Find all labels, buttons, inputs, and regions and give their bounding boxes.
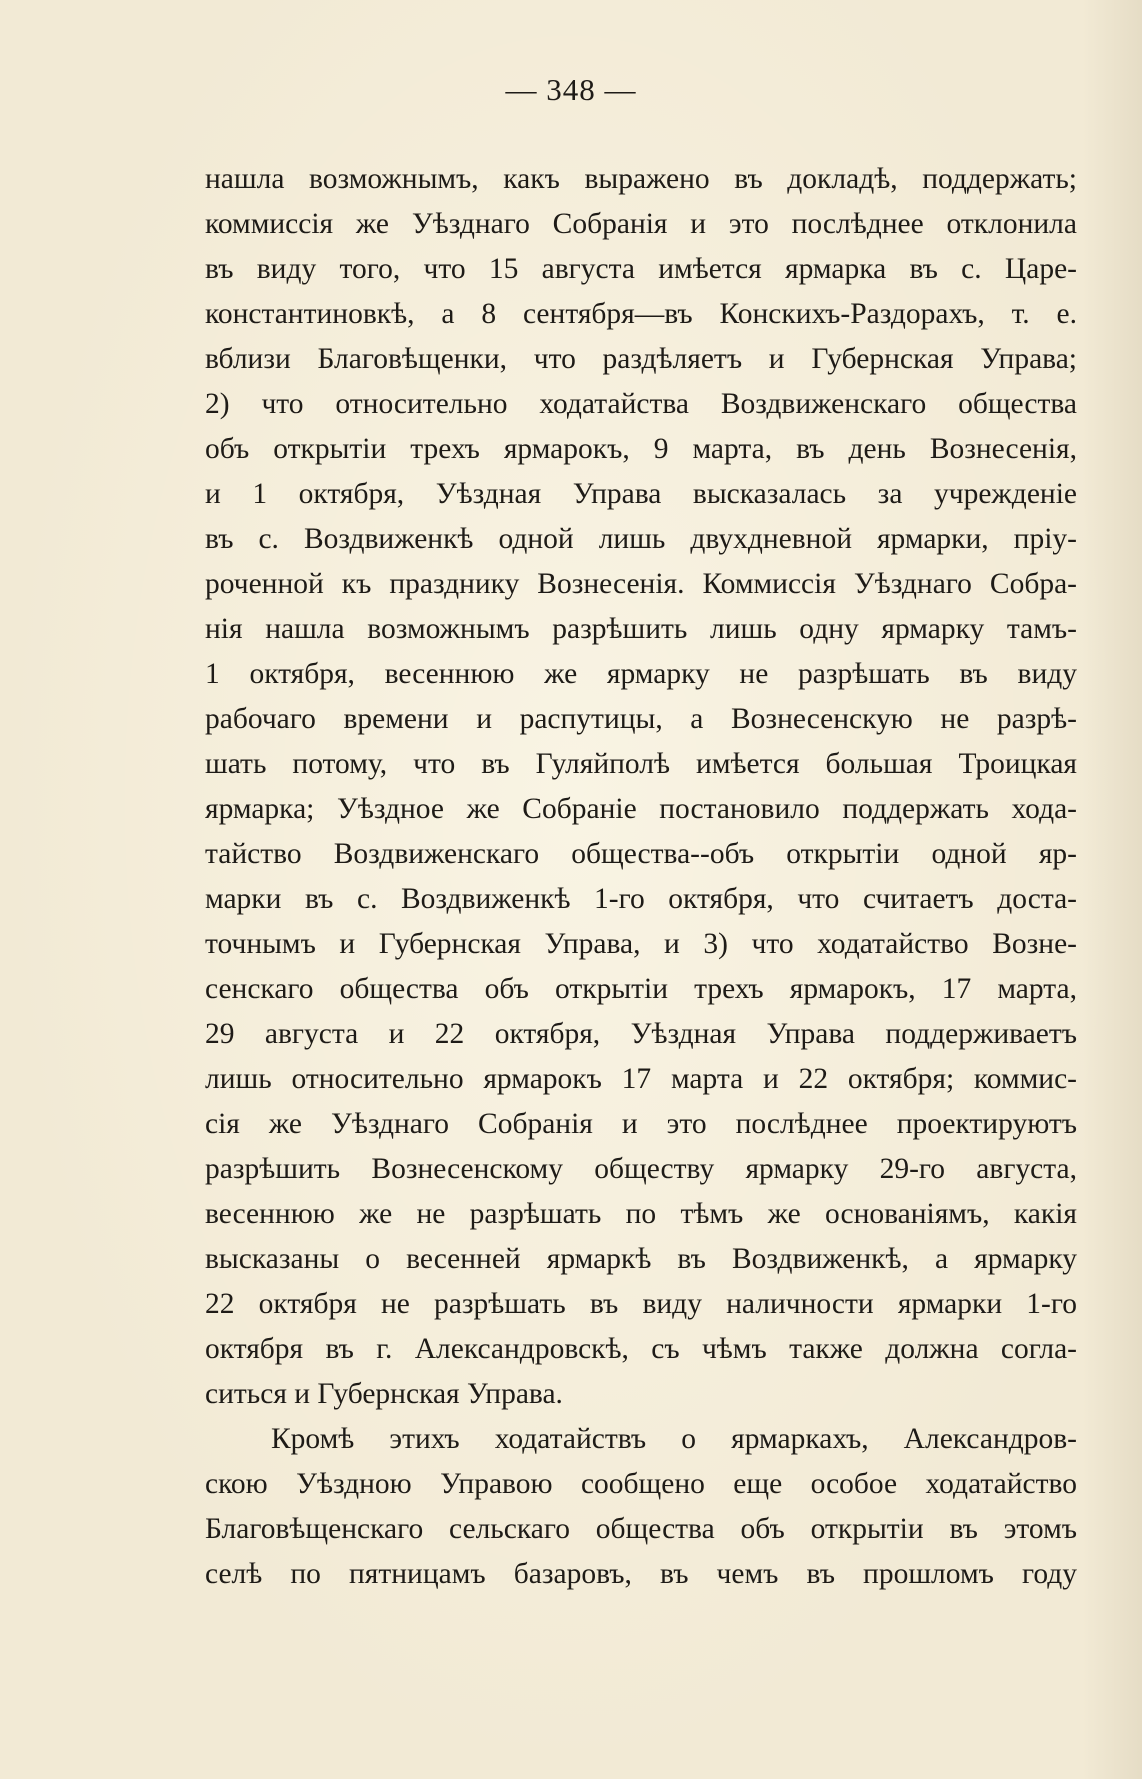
text-line: нія нашла возможнымъ разрѣшить лишь одну ярмарку тамъ- <box>205 613 1077 645</box>
text-line: Благовѣщенскаго сельскаго общества объ открытіи въ этомъ <box>205 1513 1077 1545</box>
text-line: нашла возможнымъ, какъ выражено въ докладѣ, поддержать; <box>205 163 1077 195</box>
body-text <box>205 157 1077 1597</box>
text-line: вблизи Благовѣщенки, что раздѣляетъ и Губернская Управа; <box>205 343 1077 375</box>
text-line: 1 октября, весеннюю же ярмарку не разрѣшать въ виду <box>205 658 1077 690</box>
page-number: — 348 — <box>505 72 637 107</box>
paragraph-first-line: Кромѣ этихъ ходатайствъ о ярмаркахъ, Александров- <box>271 1423 1077 1455</box>
text-line: объ открытіи трехъ ярмарокъ, 9 марта, въ день Вознесенія, <box>205 433 1077 465</box>
text-line: ярмарка; Уѣздное же Собраніе постановило поддержать хода- <box>205 793 1077 825</box>
text-line: тайство Воздвиженскаго общества--объ открытіи одной яр- <box>205 838 1077 870</box>
text-line: 2) что относительно ходатайства Воздвиженскаго общества <box>205 388 1077 420</box>
text-line: въ виду того, что 15 августа имѣется ярмарка въ с. Царе- <box>205 253 1077 285</box>
text-line: константиновкѣ, а 8 сентября—въ Конскихъ-Раздорахъ, т. е. <box>205 298 1077 330</box>
text-line: марки въ с. Воздвиженкѣ 1-го октября, что считаетъ доста- <box>205 883 1077 915</box>
text-line: 29 августа и 22 октября, Уѣздная Управа поддерживаетъ <box>205 1018 1077 1050</box>
text-line: и 1 октября, Уѣздная Управа высказалась за учрежденіе <box>205 478 1077 510</box>
text-line: рабочаго времени и распутицы, а Вознесенскую не разрѣ- <box>205 703 1077 735</box>
text-line: разрѣшить Вознесенскому обществу ярмарку 29-го августа, <box>205 1153 1077 1185</box>
text-line: роченной къ празднику Вознесенія. Коммиссія Уѣзднаго Собра- <box>205 568 1077 600</box>
text-line: октября въ г. Александровскѣ, съ чѣмъ также должна согла- <box>205 1333 1077 1365</box>
page-edge-shadow <box>1082 0 1142 1779</box>
text-line: высказаны о весенней ярмаркѣ въ Воздвиженкѣ, а ярмарку <box>205 1243 1077 1275</box>
text-line: лишь относительно ярмарокъ 17 марта и 22 октября; коммис- <box>205 1063 1077 1095</box>
text-line: коммиссія же Уѣзднаго Собранія и это послѣднее отклонила <box>205 208 1077 240</box>
text-line: сенскаго общества объ открытіи трехъ ярмарокъ, 17 марта, <box>205 973 1077 1005</box>
text-line: весеннюю же не разрѣшать по тѣмъ же основаніямъ, какія <box>205 1198 1077 1230</box>
text-line: скою Уѣздною Управою сообщено еще особое ходатайство <box>205 1468 1077 1500</box>
text-line: въ с. Воздвиженкѣ одной лишь двухдневной ярмарки, пріу- <box>205 523 1077 555</box>
text-line: точнымъ и Губернская Управа, и 3) что ходатайство Возне- <box>205 928 1077 960</box>
text-line: 22 октября не разрѣшать въ виду наличности ярмарки 1-го <box>205 1288 1077 1320</box>
text-line: селѣ по пятницамъ базаровъ, въ чемъ въ прошломъ году <box>205 1558 1077 1590</box>
text-line: сія же Уѣзднаго Собранія и это послѣднее проектируютъ <box>205 1108 1077 1140</box>
text-line: шать потому, что въ Гуляйполѣ имѣется большая Троицкая <box>205 748 1077 780</box>
paragraph-end-line: ситься и Губернская Управа. <box>205 1378 563 1410</box>
